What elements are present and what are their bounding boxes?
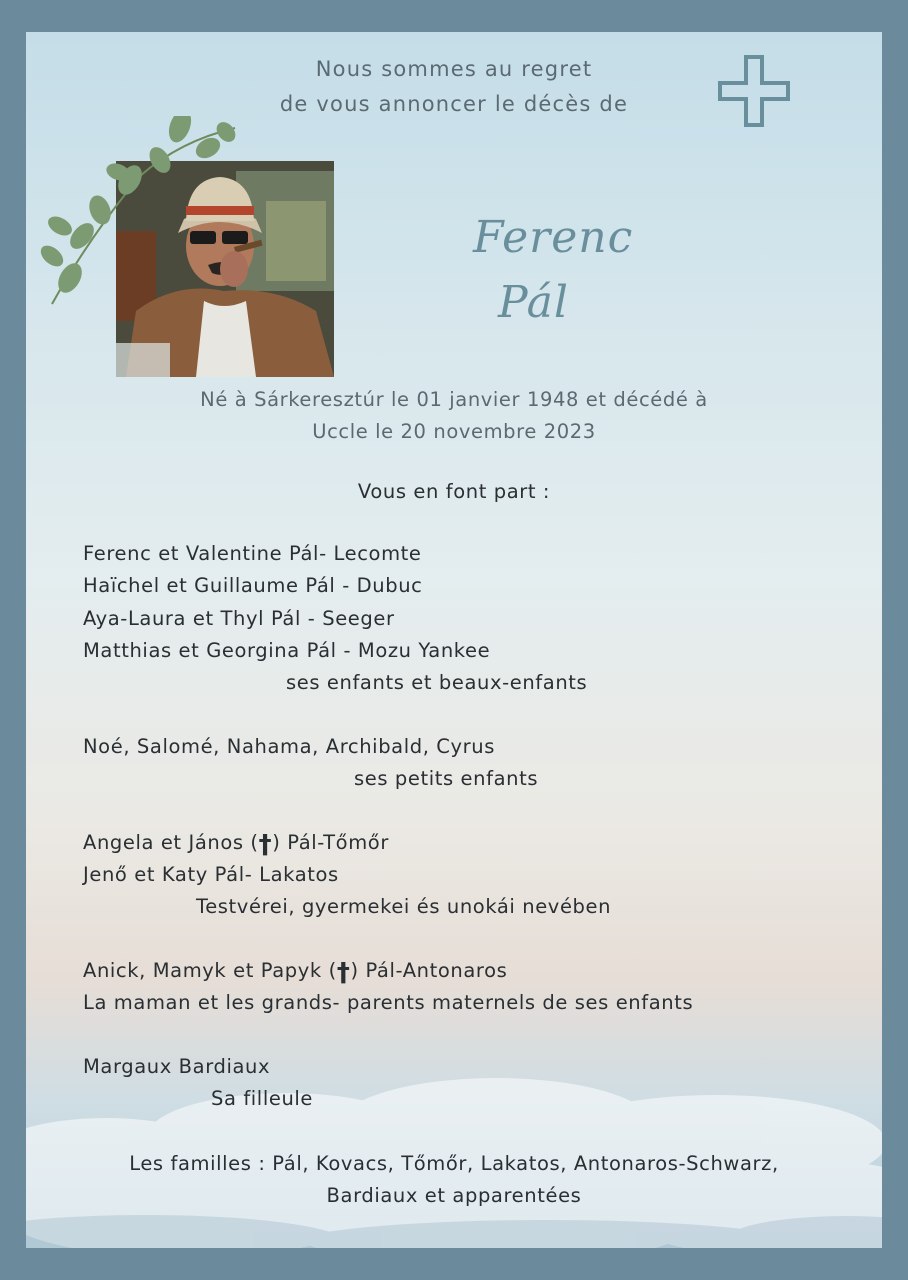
latin-cross-outline-icon: [716, 54, 792, 130]
children-caption: ses enfants et beaux-enfants: [286, 671, 588, 694]
child-line: Aya-Laura et Thyl Pál - Seeger: [83, 607, 395, 630]
goddaughter-caption: Sa filleule: [211, 1087, 314, 1110]
maternal-line-1-end: ) Pál-Antonaros: [350, 959, 508, 982]
dagger-icon: †: [336, 958, 351, 988]
header-line-2: de vous annoncer le décès de: [279, 92, 629, 116]
siblings-line-1-end: ) Pál-Tőmőr: [272, 831, 389, 854]
maternal-line-1: [83, 958, 508, 988]
child-line: Ferenc et Valentine Pál- Lecomte: [83, 542, 422, 565]
maternal-line-1-start: Anick, Mamyk et Papyk (: [83, 959, 337, 982]
siblings-line-1: [83, 830, 389, 860]
obituary-card: [26, 32, 882, 1248]
child-line: Haïchel et Guillaume Pál - Dubuc: [83, 574, 423, 597]
grandchildren-caption: ses petits enfants: [354, 767, 539, 790]
siblings-line-1-start: Angela et János (: [83, 831, 259, 854]
born-line: Né à Sárkeresztúr le 01 janvier 1948 et décédé à: [200, 388, 708, 411]
siblings-caption: Testvérei, gyermekei és unokái nevében: [196, 895, 612, 918]
intro-text: Vous en font part :: [357, 480, 551, 503]
child-line: Matthias et Georgina Pál - Mozu Yankee: [83, 639, 491, 662]
grandchildren-names: Noé, Salomé, Nahama, Archibald, Cyrus: [83, 735, 495, 758]
deceased-last-name: Pál: [498, 277, 569, 328]
siblings-line-2: Jenő et Katy Pál- Lakatos: [83, 863, 339, 886]
clouds-decoration: [26, 1008, 882, 1248]
deceased-first-name: Ferenc: [473, 212, 634, 263]
maternal-line-2: La maman et les grands- parents maternels de ses enfants: [83, 991, 694, 1014]
goddaughter-name: Margaux Bardiaux: [83, 1055, 271, 1078]
families-line-1: Les familles : Pál, Kovacs, Tőmőr, Lakatos, Antonaros-Schwarz,: [129, 1152, 779, 1175]
eucalyptus-branch-decoration: [30, 116, 240, 306]
header-line-1: Nous sommes au regret: [315, 57, 593, 81]
dagger-icon: †: [258, 830, 273, 860]
died-line: Uccle le 20 novembre 2023: [312, 420, 596, 443]
families-line-2: Bardiaux et apparentées: [326, 1184, 582, 1207]
